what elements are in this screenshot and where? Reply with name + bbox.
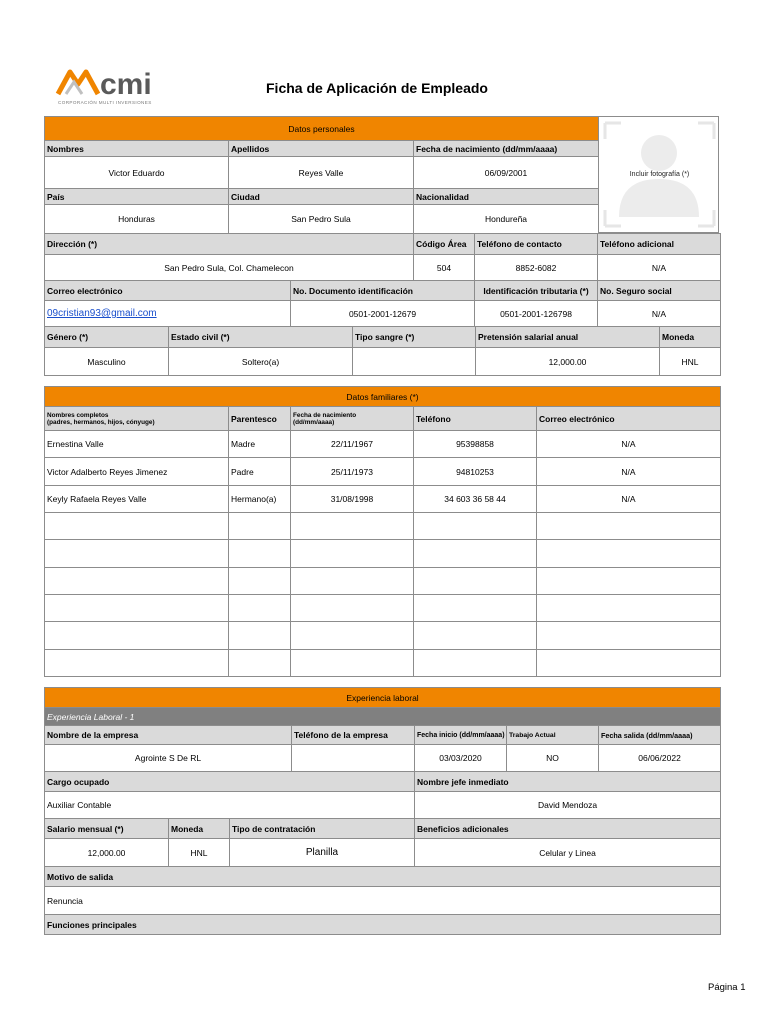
- field-cargo[interactable]: Auxiliar Contable: [45, 792, 415, 819]
- table-row: [45, 513, 721, 540]
- label-fecha-salida: Fecha salida (dd/mm/aaaa): [599, 726, 721, 745]
- family-email[interactable]: [537, 540, 721, 568]
- header-parentesco: Parentesco: [229, 407, 291, 431]
- label-tributaria: Identificación tributaria (*): [475, 281, 598, 301]
- family-email[interactable]: [537, 595, 721, 622]
- experience-subheader: Experiencia Laboral - 1: [45, 708, 721, 726]
- family-birthdate[interactable]: 22/11/1967: [291, 431, 414, 458]
- field-fecha-inicio[interactable]: 03/03/2020: [415, 745, 507, 772]
- family-name[interactable]: [45, 622, 229, 650]
- family-table: [44, 386, 721, 677]
- section-experiencia-laboral: Experiencia laboral: [45, 688, 721, 708]
- label-cargo: Cargo ocupado: [45, 772, 415, 792]
- label-motivo-salida: Motivo de salida: [45, 867, 721, 887]
- family-phone[interactable]: 94810253: [414, 458, 537, 486]
- family-name[interactable]: Victor Adalberto Reyes Jimenez: [45, 458, 229, 486]
- header-fecha-line2: (dd/mm/aaaa): [293, 418, 335, 426]
- header-fecha-line1: Fecha de nacimiento: [293, 411, 357, 419]
- family-birthdate[interactable]: 31/08/1998: [291, 486, 414, 513]
- label-moneda-exp: Moneda: [169, 819, 230, 839]
- table-row: [45, 458, 721, 486]
- family-name[interactable]: Keyly Rafaela Reyes Valle: [45, 486, 229, 513]
- family-phone[interactable]: [414, 622, 537, 650]
- field-tipo-contratacion[interactable]: Planilla: [230, 839, 415, 867]
- family-relation[interactable]: [229, 595, 291, 622]
- family-email[interactable]: N/A: [537, 458, 721, 486]
- family-birthdate[interactable]: [291, 622, 414, 650]
- field-tipo-sangre[interactable]: [353, 348, 476, 376]
- personal-misc-table: [44, 326, 721, 376]
- field-telefono-adicional[interactable]: N/A: [598, 255, 721, 281]
- table-row: [45, 595, 721, 622]
- label-documento: No. Documento identificación: [291, 281, 475, 301]
- personal-address-table: [44, 233, 721, 281]
- family-email[interactable]: N/A: [537, 431, 721, 458]
- personal-id-table: [44, 280, 721, 327]
- field-codigo-area[interactable]: 504: [414, 255, 475, 281]
- table-row: [45, 486, 721, 513]
- family-relation[interactable]: Madre: [229, 431, 291, 458]
- field-ciudad[interactable]: San Pedro Sula: [229, 205, 414, 234]
- email-link[interactable]: 09cristian93@gmail.com: [47, 308, 157, 319]
- label-jefe: Nombre jefe inmediato: [415, 772, 721, 792]
- label-estado-civil: Estado civil (*): [169, 327, 353, 348]
- family-birthdate[interactable]: [291, 513, 414, 540]
- field-seguro-social[interactable]: N/A: [598, 301, 721, 327]
- family-birthdate[interactable]: [291, 595, 414, 622]
- label-funciones: Funciones principales: [45, 915, 721, 935]
- field-fecha-salida[interactable]: 06/06/2022: [599, 745, 721, 772]
- field-beneficios[interactable]: Celular y Linea: [415, 839, 721, 867]
- table-row: [45, 622, 721, 650]
- page-number: Página 1: [708, 982, 746, 993]
- field-fecha-nacimiento[interactable]: 06/09/2001: [414, 157, 599, 189]
- family-phone[interactable]: [414, 513, 537, 540]
- field-genero[interactable]: Masculino: [45, 348, 169, 376]
- field-motivo-salida[interactable]: Renuncia: [45, 887, 721, 915]
- label-beneficios: Beneficios adicionales: [415, 819, 721, 839]
- field-salario[interactable]: 12,000.00: [45, 839, 169, 867]
- family-email[interactable]: [537, 513, 721, 540]
- table-row: [45, 568, 721, 595]
- family-birthdate[interactable]: [291, 650, 414, 677]
- field-telefono-empresa[interactable]: [292, 745, 415, 772]
- family-relation[interactable]: [229, 622, 291, 650]
- family-phone[interactable]: [414, 568, 537, 595]
- label-nombres: Nombres: [45, 141, 229, 157]
- label-fecha-inicio: Fecha inicio (dd/mm/aaaa): [415, 726, 507, 745]
- field-trabajo-actual[interactable]: NO: [507, 745, 599, 772]
- label-pretension: Pretensión salarial anual: [476, 327, 660, 348]
- field-telefono-contacto[interactable]: 8852-6082: [475, 255, 598, 281]
- label-tipo-sangre: Tipo sangre (*): [353, 327, 476, 348]
- family-relation[interactable]: Padre: [229, 458, 291, 486]
- label-codigo-area: Código Área: [414, 234, 475, 255]
- table-row: [45, 650, 721, 677]
- label-direccion: Dirección (*): [45, 234, 414, 255]
- family-phone[interactable]: [414, 540, 537, 568]
- header-nombres-completos: [45, 407, 229, 431]
- label-salario: Salario mensual (*): [45, 819, 169, 839]
- label-nacionalidad: Nacionalidad: [414, 189, 599, 205]
- family-relation[interactable]: [229, 568, 291, 595]
- label-telefono-empresa: Teléfono de la empresa: [292, 726, 415, 745]
- table-row: [45, 431, 721, 458]
- header-telefono: Teléfono: [414, 407, 537, 431]
- family-birthdate[interactable]: 25/11/1973: [291, 458, 414, 486]
- family-relation[interactable]: Hermano(a): [229, 486, 291, 513]
- logo-subtitle: CORPORACIÓN MULTI INVERSIONES: [58, 100, 152, 105]
- label-pais: País: [45, 189, 229, 205]
- field-pais[interactable]: Honduras: [45, 205, 229, 234]
- field-pretension[interactable]: 12,000.00: [476, 348, 660, 376]
- field-nacionalidad[interactable]: Hondureña: [414, 205, 599, 234]
- family-email[interactable]: [537, 622, 721, 650]
- family-name[interactable]: Ernestina Valle: [45, 431, 229, 458]
- family-relation[interactable]: [229, 513, 291, 540]
- field-jefe[interactable]: David Mendoza: [415, 792, 721, 819]
- family-phone[interactable]: [414, 650, 537, 677]
- label-apellidos: Apellidos: [229, 141, 414, 157]
- family-relation[interactable]: [229, 650, 291, 677]
- field-estado-civil[interactable]: Soltero(a): [169, 348, 353, 376]
- field-nombres[interactable]: Victor Eduardo: [45, 157, 229, 189]
- work-experience-table: [44, 687, 721, 935]
- header-correo: Correo electrónico: [537, 407, 721, 431]
- family-name[interactable]: [45, 513, 229, 540]
- field-empresa[interactable]: Agrointe S De RL: [45, 745, 292, 772]
- photo-label: Incluir fotografía (*): [629, 171, 690, 178]
- label-genero: Género (*): [45, 327, 169, 348]
- label-correo: Correo electrónico: [45, 281, 291, 301]
- family-relation[interactable]: [229, 540, 291, 568]
- field-correo[interactable]: [45, 301, 291, 327]
- family-name[interactable]: [45, 650, 229, 677]
- family-email[interactable]: N/A: [537, 486, 721, 513]
- section-datos-personales: Datos personales: [45, 117, 599, 141]
- family-birthdate[interactable]: [291, 540, 414, 568]
- header-fecha-nacimiento: [291, 407, 414, 431]
- label-seguro-social: No. Seguro social: [598, 281, 721, 301]
- field-moneda[interactable]: HNL: [660, 348, 721, 376]
- photo-box[interactable]: [598, 116, 719, 233]
- family-phone[interactable]: 34 603 36 58 44: [414, 486, 537, 513]
- section-datos-familiares: Datos familiares (*): [45, 387, 721, 407]
- family-phone[interactable]: 95398858: [414, 431, 537, 458]
- label-tipo-contratacion: Tipo de contratación: [230, 819, 415, 839]
- family-name[interactable]: [45, 540, 229, 568]
- label-fecha-nacimiento: Fecha de nacimiento (dd/mm/aaaa): [414, 141, 599, 157]
- label-empresa: Nombre de la empresa: [45, 726, 292, 745]
- label-telefono-adicional: Teléfono adicional: [598, 234, 721, 255]
- family-birthdate[interactable]: [291, 568, 414, 595]
- field-apellidos[interactable]: Reyes Valle: [229, 157, 414, 189]
- family-email[interactable]: [537, 568, 721, 595]
- personal-data-table-top: [44, 116, 599, 234]
- field-tributaria[interactable]: 0501-2001-126798: [475, 301, 598, 327]
- field-moneda-exp[interactable]: HNL: [169, 839, 230, 867]
- logo-text: cmi: [100, 68, 152, 101]
- label-trabajo-actual: Trabajo Actual: [507, 726, 599, 745]
- header-nombres-line2: (padres, hermanos, hijos, cónyuge): [47, 418, 155, 426]
- family-name[interactable]: [45, 568, 229, 595]
- field-direccion[interactable]: San Pedro Sula, Col. Chamelecon: [45, 255, 414, 281]
- family-name[interactable]: [45, 595, 229, 622]
- table-row: [45, 540, 721, 568]
- label-telefono-contacto: Teléfono de contacto: [475, 234, 598, 255]
- family-phone[interactable]: [414, 595, 537, 622]
- header-nombres-line1: Nombres completos: [47, 411, 109, 419]
- field-documento[interactable]: 0501-2001-12679: [291, 301, 475, 327]
- label-moneda: Moneda: [660, 327, 721, 348]
- label-ciudad: Ciudad: [229, 189, 414, 205]
- family-email[interactable]: [537, 650, 721, 677]
- page-title: Ficha de Aplicación de Empleado: [266, 80, 488, 96]
